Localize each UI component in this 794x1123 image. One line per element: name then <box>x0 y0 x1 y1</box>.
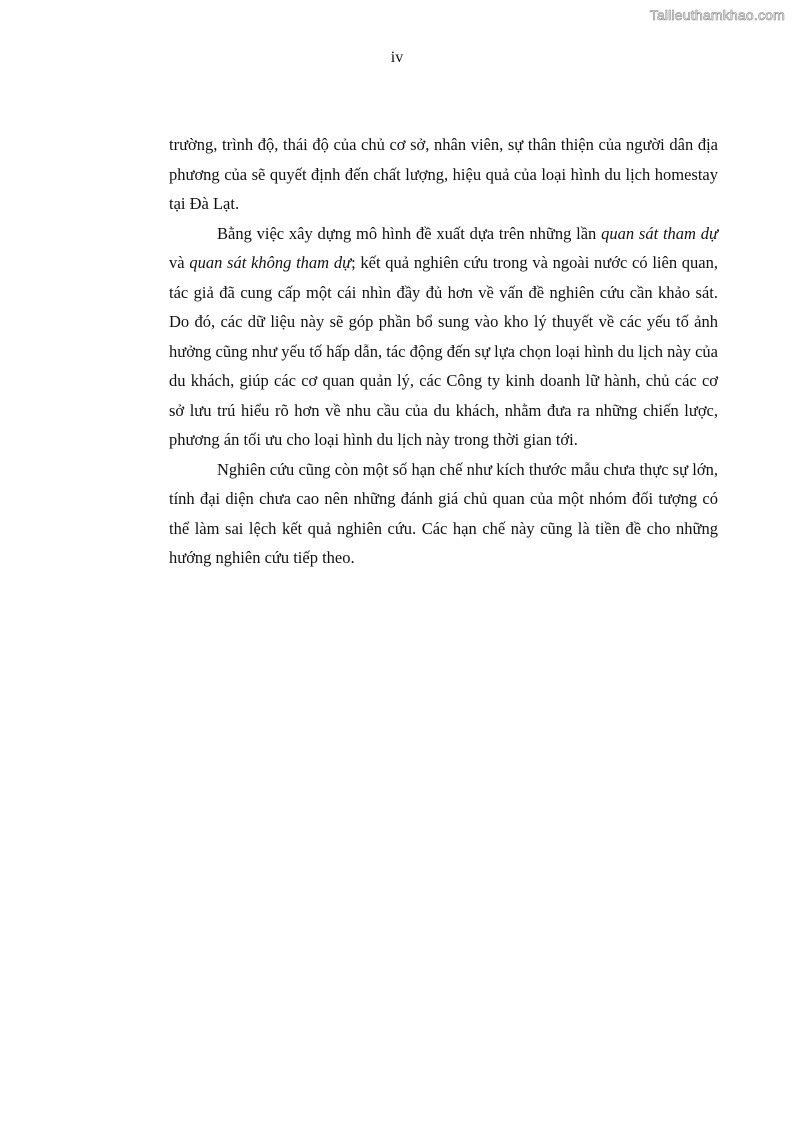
paragraph-limitations: Nghiên cứu cũng còn một số hạn chế như kích thước mẫu chưa thực sự lớn, tính đại diện chưa cao nên những đánh giá chủ quan của một nhóm đối tượng có thể làm sai lệch kết quả nghiên cứu. Các hạn chế này cũng là tiền đề cho những hướng nghiên cứu tiếp theo. <box>169 459 718 567</box>
paragraph-model-contribution <box>169 219 718 455</box>
paragraph-text: và <box>169 253 190 272</box>
watermark-text: Tailieuthamkhao.com <box>649 7 785 23</box>
document-body <box>169 130 718 573</box>
emphasis-participant-observation: quan sát tham dự <box>601 223 718 243</box>
emphasis-non-participant-observation: quan sát không tham dự <box>189 253 352 272</box>
paragraph-text: Bằng việc xây dựng mô hình đề xuất dựa trên những lần <box>217 223 602 243</box>
paragraph-text: ; kết quả nghiên cứu trong và ngoài nước có liên quan, tác giả đã cung cấp một cái nhìn đầy đủ hơn về vấn đề nghiên cứu cần khảo sát. Do đó, các dữ liệu này sẽ góp phần bổ sung vào kho lý thuyết về các yếu tố ảnh hưởng cũng như yếu tố hấp dẫn, tác động đến sự lựa chọn loại hình du lịch này của du khách, giúp các cơ quan quản lý, các Công ty kinh doanh lữ hành, chủ các cơ sở lưu trú hiểu rõ hơn về nhu cầu của du khách, nhằm đưa ra những chiến lược, phương án tối ưu cho loại hình du lịch này trong thời gian tới. <box>169 253 718 449</box>
page-number: iv <box>390 49 404 66</box>
paragraph-continuation: trường, trình độ, thái độ của chủ cơ sở, nhân viên, sự thân thiện của người dân địa phương của sẽ quyết định đến chất lượng, hiệu quả của loại hình du lịch homestay tại Đà Lạt. <box>169 135 718 213</box>
